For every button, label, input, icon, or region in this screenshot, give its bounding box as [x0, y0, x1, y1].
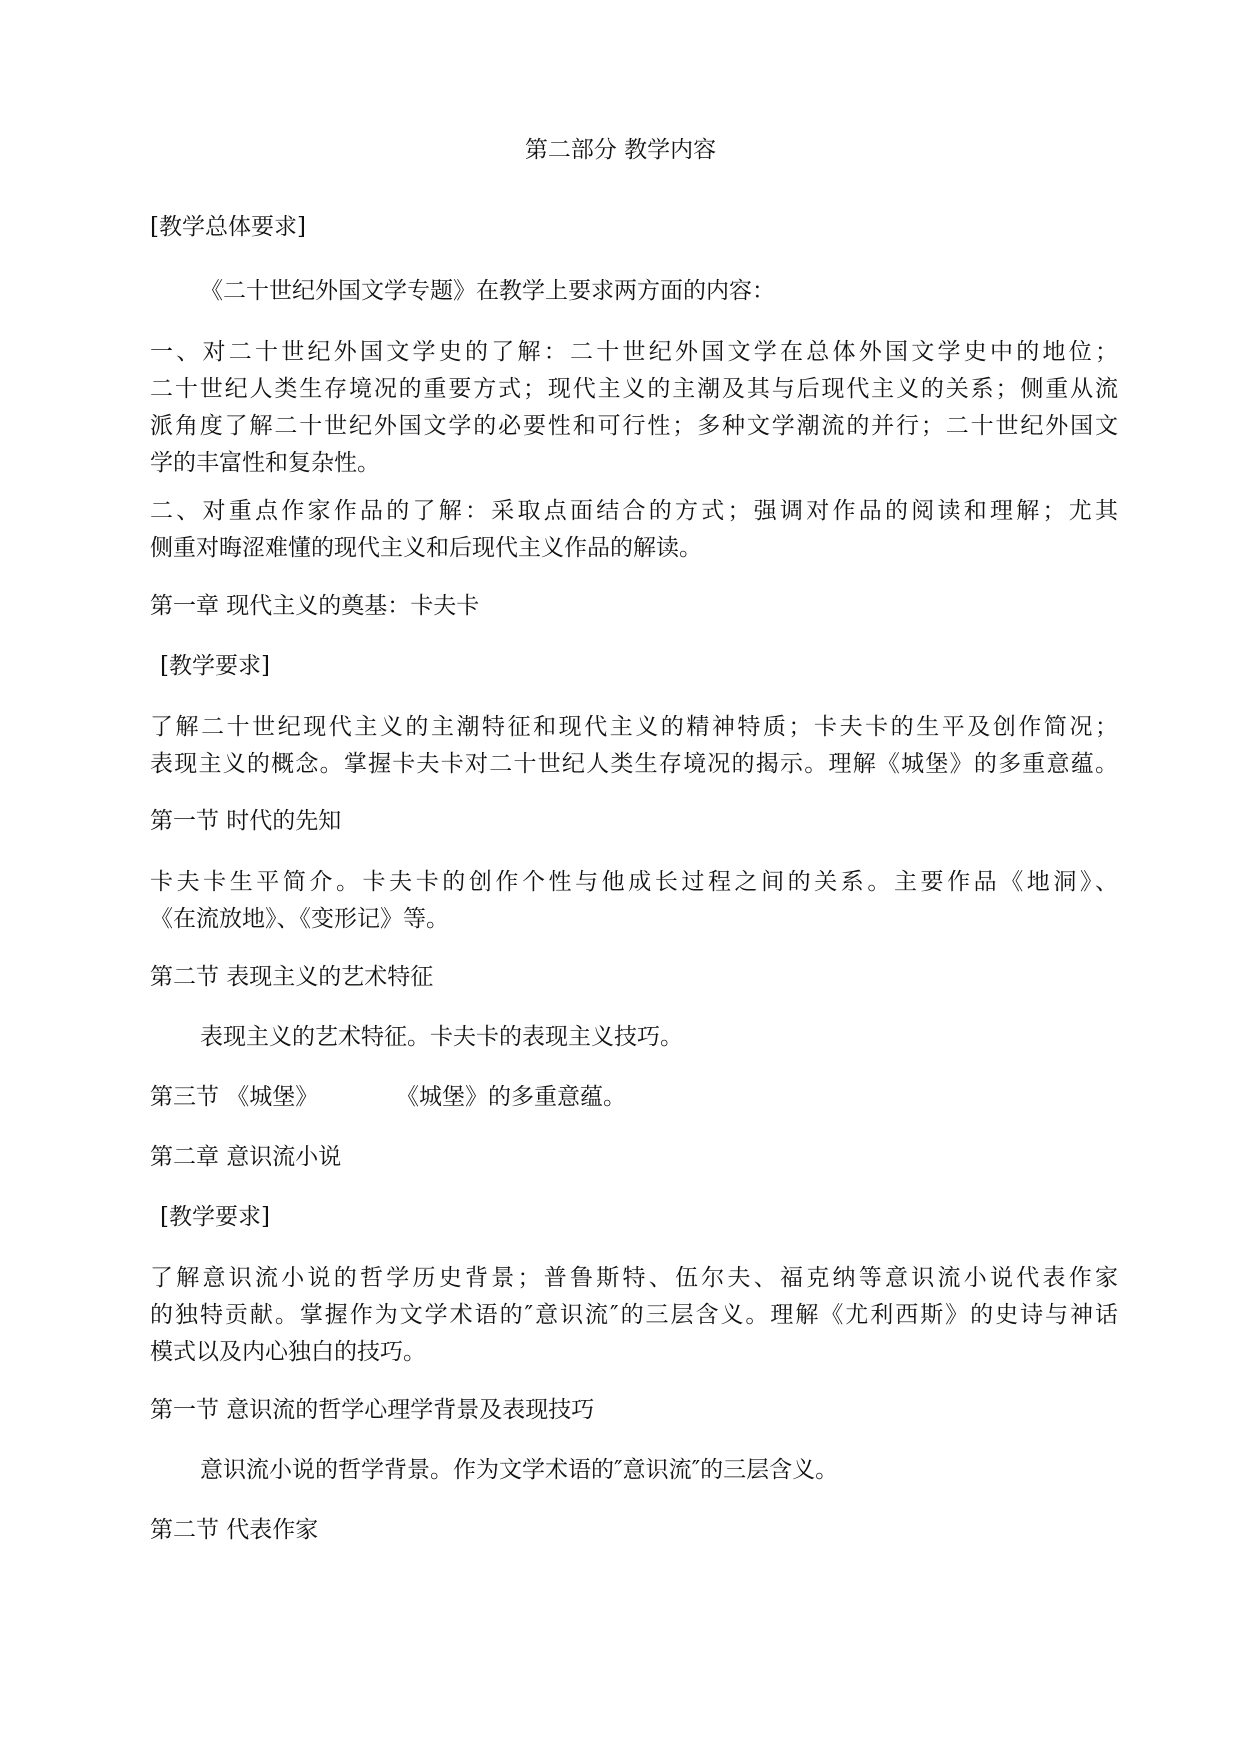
chapter-2-section-2-heading: 第二节 代表作家	[150, 1517, 319, 1543]
requirement-2-line-2: 侧重对晦涩难懂的现代主义和后现代主义作品的解读。	[150, 535, 702, 561]
chapter-1-requirements-heading: [教学要求]	[160, 653, 270, 679]
chapter-1-section-1-heading: 第一节 时代的先知	[150, 808, 342, 834]
chapter-2-requirements-line-2: 的独特贡献。掌握作为文学术语的″意识流″的三层含义。理解《尤利西斯》的史诗与神话	[150, 1302, 1118, 1328]
chapter-1-requirements-line-2: 表现主义的概念。掌握卡夫卡对二十世纪人类生存境况的揭示。理解《城堡》的多重意蕴。	[150, 751, 1118, 777]
intro-paragraph: 《二十世纪外国文学专题》在教学上要求两方面的内容：	[200, 278, 775, 304]
chapter-1-section-1-line-2: 《在流放地》、《变形记》等。	[150, 906, 449, 932]
chapter-1-requirements-line-1: 了解二十世纪现代主义的主潮特征和现代主义的精神特质；卡夫卡的生平及创作简况；	[150, 714, 1118, 740]
chapter-2-requirements-line-3: 模式以及内心独白的技巧。	[150, 1339, 426, 1365]
requirement-1-line-4: 学的丰富性和复杂性。	[150, 450, 380, 476]
page-title: 第二部分 教学内容	[524, 137, 717, 163]
chapter-2-requirements-line-1: 了解意识流小说的哲学历史背景；普鲁斯特、伍尔夫、福克纳等意识流小说代表作家	[150, 1265, 1118, 1291]
chapter-2-section-1-heading: 第一节 意识流的哲学心理学背景及表现技巧	[150, 1397, 595, 1423]
requirement-1-line-2: 二十世纪人类生存境况的重要方式；现代主义的主潮及其与后现代主义的关系；侧重从流	[150, 376, 1118, 402]
chapter-1-heading: 第一章 现代主义的奠基：卡夫卡	[150, 593, 480, 619]
chapter-1-section-2-heading: 第二节 表现主义的艺术特征	[150, 964, 434, 990]
requirement-2-line-1: 二、对重点作家作品的了解：采取点面结合的方式；强调对作品的阅读和理解；尤其	[150, 498, 1118, 524]
requirement-1-line-1: 一、对二十世纪外国文学史的了解：二十世纪外国文学在总体外国文学史中的地位；	[150, 339, 1118, 365]
chapter-1-section-3-heading: 第三节 《城堡》	[150, 1084, 319, 1110]
chapter-1-section-3-body: 《城堡》的多重意蕴。	[396, 1084, 626, 1110]
chapter-2-heading: 第二章 意识流小说	[150, 1144, 342, 1170]
overall-requirements-heading: [教学总体要求]	[150, 214, 306, 240]
chapter-2-requirements-heading: [教学要求]	[160, 1204, 270, 1230]
chapter-2-section-1-body: 意识流小说的哲学背景。作为文学术语的″意识流″的三层含义。	[200, 1457, 839, 1483]
chapter-1-section-2-body: 表现主义的艺术特征。卡夫卡的表现主义技巧。	[200, 1024, 683, 1050]
requirement-1-line-3: 派角度了解二十世纪外国文学的必要性和可行性；多种文学潮流的并行；二十世纪外国文	[150, 413, 1118, 439]
chapter-1-section-1-line-1: 卡夫卡生平简介。卡夫卡的创作个性与他成长过程之间的关系。主要作品《地洞》、	[150, 869, 1118, 895]
